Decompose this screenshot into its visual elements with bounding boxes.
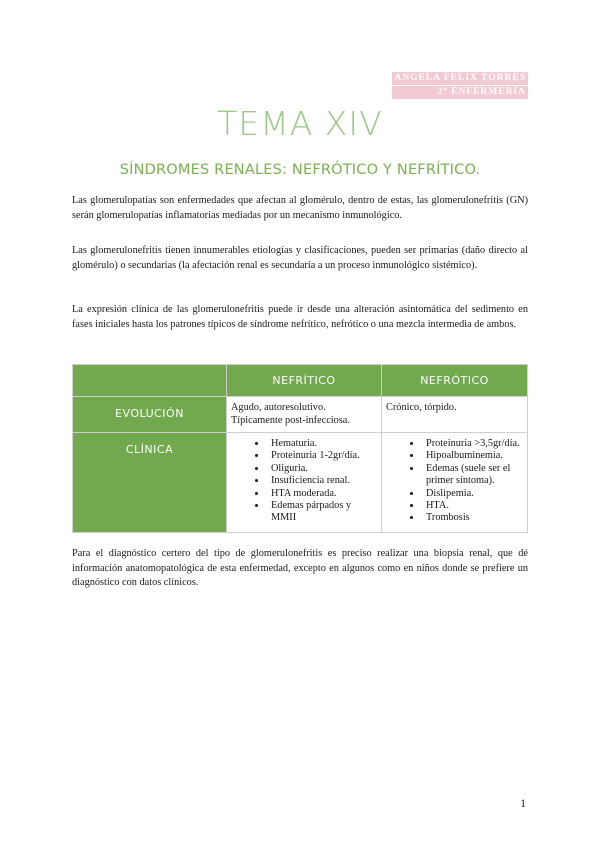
row-label-clinica: CLÍNICA <box>73 433 227 533</box>
paragraph-etiologies: Las glomerulonefritis tienen innumerables etiologías y clasificaciones, pueden ser primarias (daño directo al glomérulo) o secundarias (la afectación renal es secundaria a un proceso inmunológico sistémico). <box>72 245 528 271</box>
list-item: • Hipoalbuminemia. <box>422 450 524 462</box>
page-title: TEMA XIV <box>217 104 383 143</box>
list-item: • Dislipemia. <box>422 488 524 500</box>
table-row-clinica <box>73 433 528 533</box>
author-name: ANGELA FELIX TORRES <box>394 73 526 83</box>
list-item: • Proteinuria 1-2gr/día. <box>267 450 378 462</box>
paragraph-clinical: La expresión clínica de las glomerulonefritis puede ir desde una alteración asintomática del sedimento en fases iniciales hasta los patrones típicos de síndrome nefrítico, nefrótico o una mezcla intermedia de ambos. <box>72 304 528 330</box>
cell-evolucion-nefrotico: Crónico, tórpido. <box>382 397 528 433</box>
list-item: • Insuficiencia renal. <box>267 475 378 487</box>
comparison-table <box>72 364 528 533</box>
list-item: • Trombosis <box>422 512 524 524</box>
table-row-evolucion <box>73 397 528 433</box>
list-item: • Edemas (suele ser el primer síntoma). <box>422 463 524 488</box>
table-header-nefritico: NEFRÍTICO <box>227 365 382 397</box>
list-item: • Proteinuria >3,5gr/día. <box>422 438 524 450</box>
list-item: • Hematuria. <box>267 438 378 450</box>
paragraph-diagnosis: Para el diagnóstico certero del tipo de glomerulonefritis es preciso realizar una biopsia renal, que dé información anatomopatológica de esta enfermedad, excepto en algunos como en niños donde se prefiere un diagnóstico con datos clínicos. <box>72 548 528 589</box>
row-label-evolucion: EVOLUCIÓN <box>73 397 227 433</box>
list-item: • HTA. <box>422 500 524 512</box>
list-item: • HTA moderada. <box>267 488 378 500</box>
cell-clinica-nefrotico <box>382 433 528 533</box>
paragraph-intro: Las glomerulopatías son enfermedades que afectan al glomérulo, dentro de estas, las glomerulonefritis (GN) serán glomerulopatías inflamatorias mediadas por un mecanismo inmunológico. <box>72 195 528 221</box>
list-nefritico <box>231 438 378 525</box>
list-item: • Oliguria. <box>267 463 378 475</box>
list-item: • Edemas párpados y MMII <box>267 500 378 525</box>
table-header-row <box>73 365 528 397</box>
cell-evolucion-nefritico: Agudo, autoresolutivo. Típicamente post-infecciosa. <box>227 397 382 433</box>
author-course: 2º ENFERMERÍA <box>392 86 528 99</box>
page-subtitle: SÍNDROMES RENALES: NEFRÓTICO Y NEFRÍTICO. <box>119 162 481 178</box>
list-nefrotico <box>386 438 524 525</box>
cell-clinica-nefritico <box>227 433 382 533</box>
author-badge <box>392 72 528 100</box>
page-number: 1 <box>520 798 526 810</box>
table-header-nefrotico: NEFRÓTICO <box>382 365 528 397</box>
table-header-empty <box>73 365 227 397</box>
